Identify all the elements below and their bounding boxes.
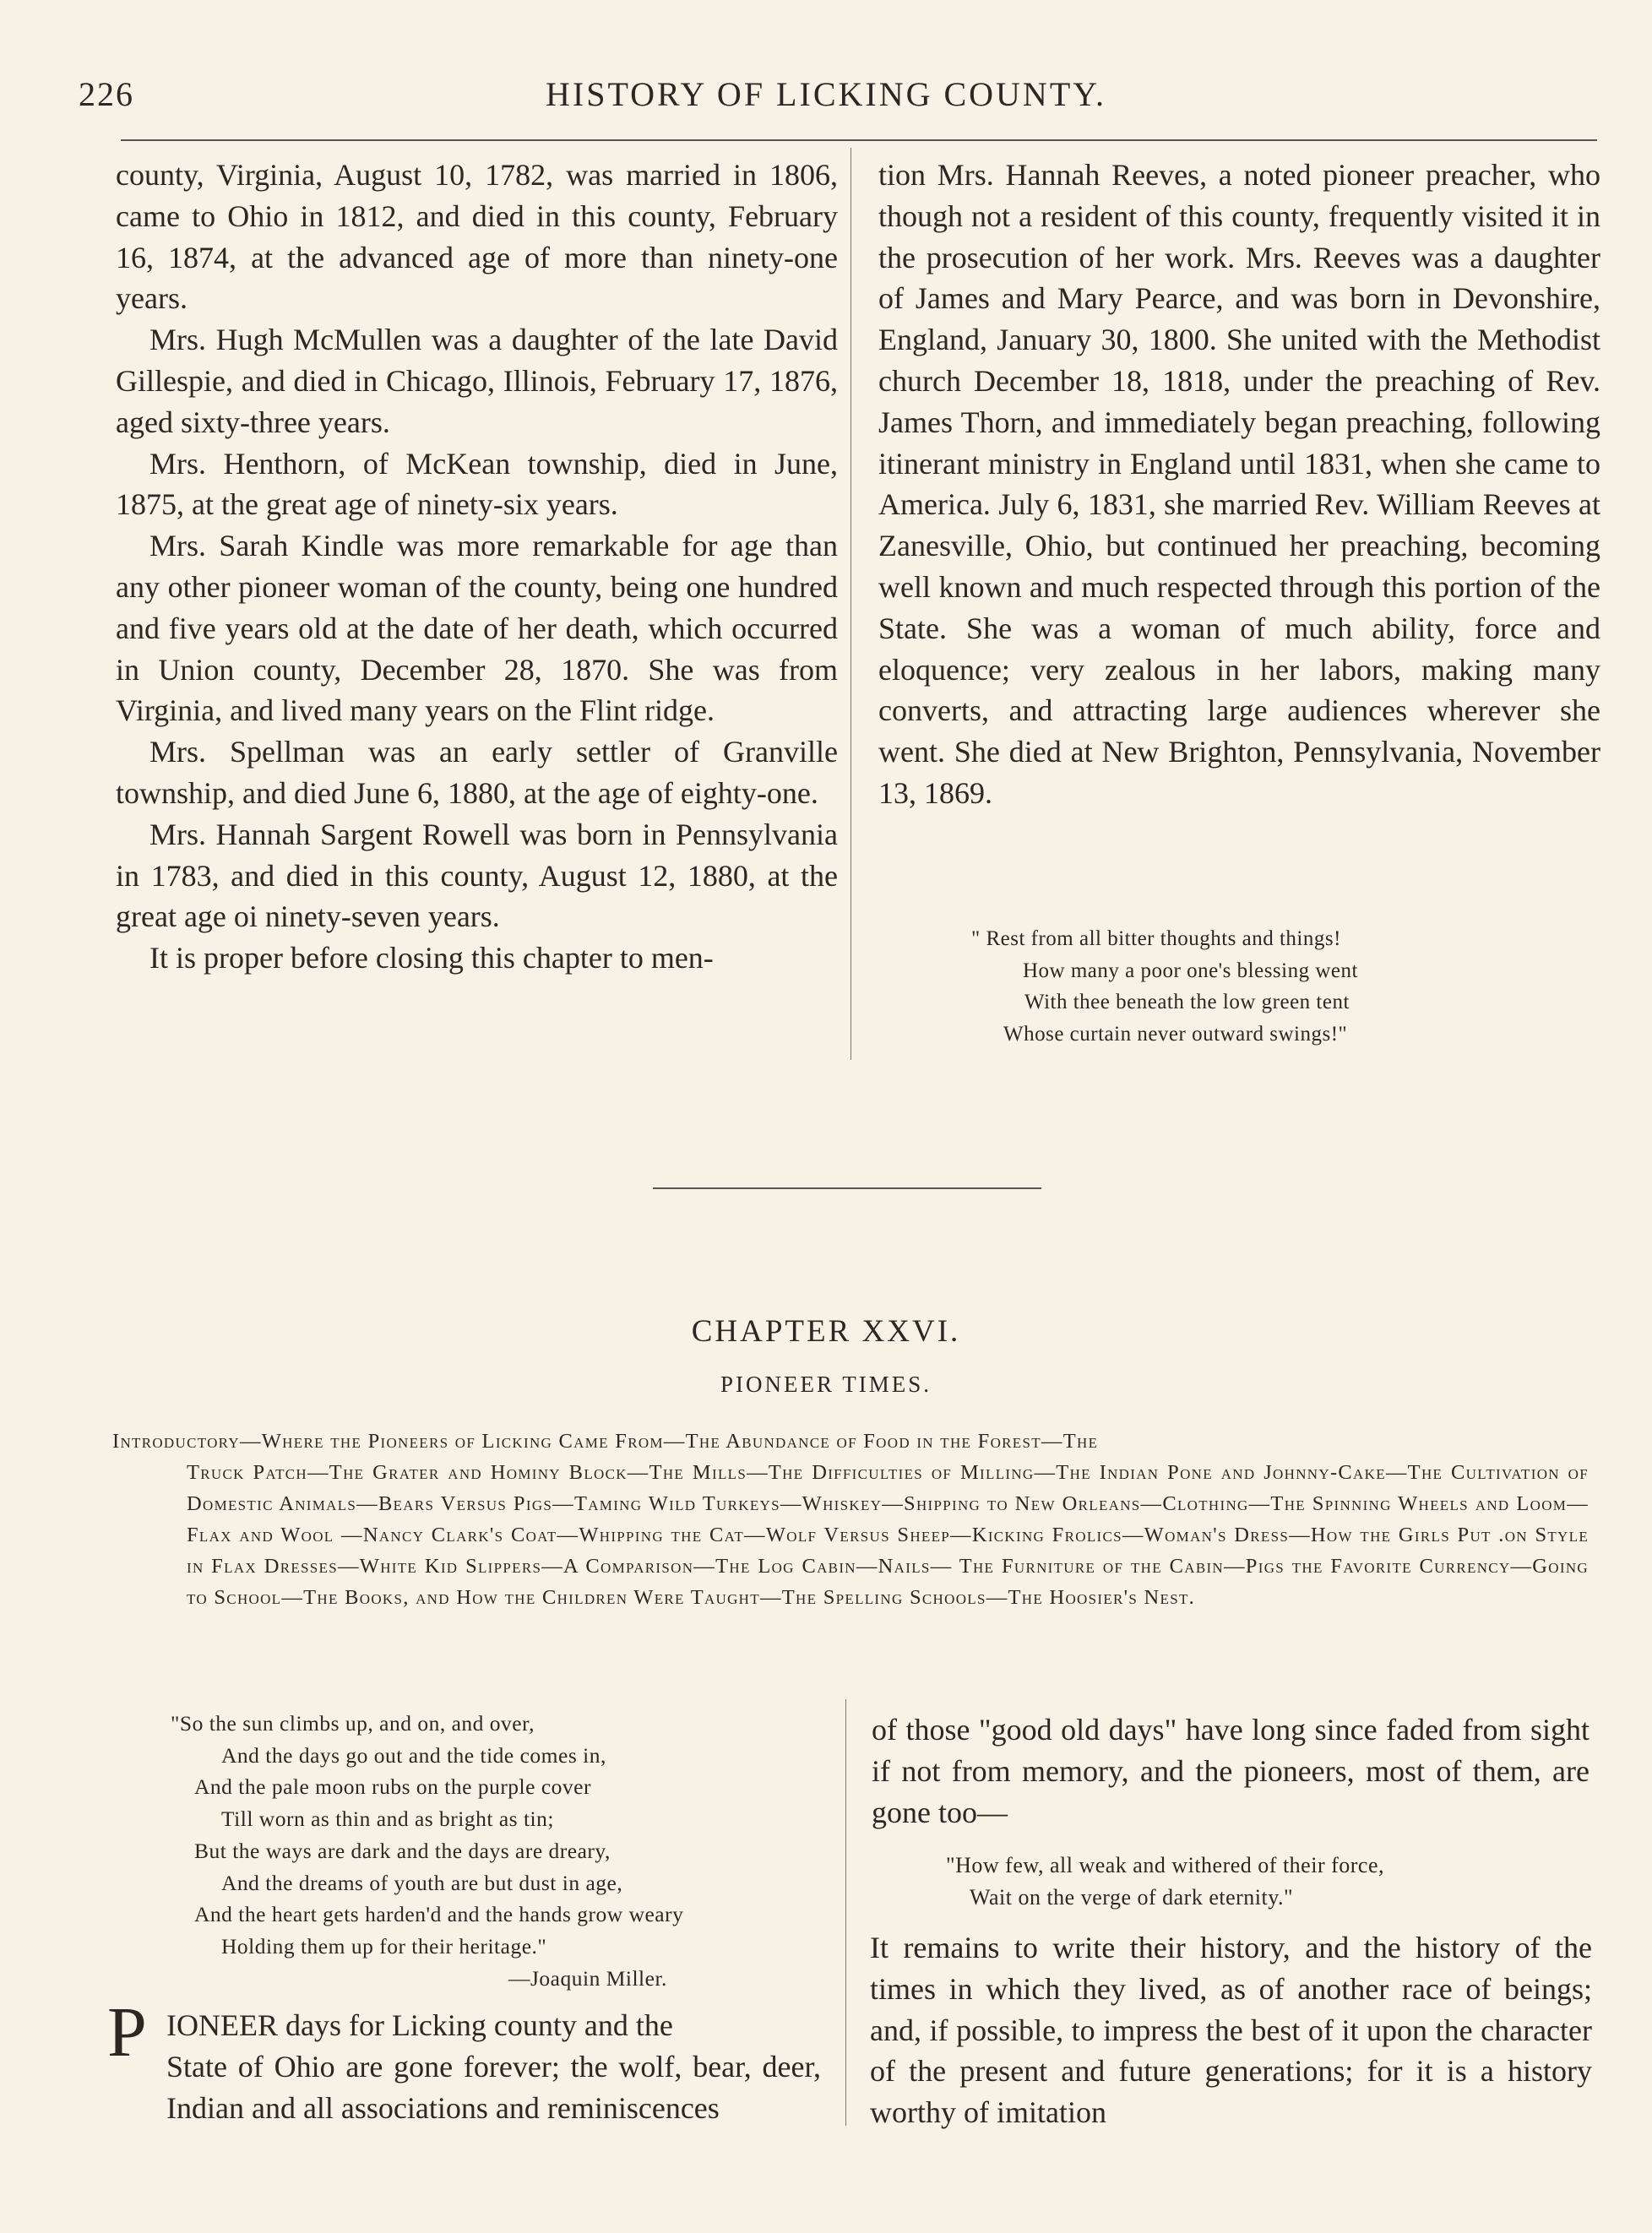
poem-line: How many a poor one's blessing went — [1023, 959, 1358, 982]
column-divider-bottom — [845, 1699, 846, 2126]
paragraph: tion Mrs. Hannah Reeves, a noted pioneer preacher, who though not a resident of this county, frequently visited it in the prosecution of her work. Mrs. Reeves was a daughter of James and Mary Pearce, and was born in Devonshire, England, January 30, 1800. She united with the Methodist church December 18, 1818, under the preaching of Rev. James Thorn, and immediately began preaching, following itinerant ministry in England until 1831, when she came to America. July 6, 1831, she married Rev. William Reeves at Zanesville, Ohio, but continued her preaching, becoming well known and much respected through this portion of the State. She was a woman of much ability, force and eloquence; very zealous in her labors, making many converts, and attracting large audiences wherever she went. She died at New Brighton, Pennsylvania, November 13, 1869. — [878, 158, 1600, 810]
poem-few — [946, 1850, 1384, 1913]
opening-rest: State of Ohio are gone forever; the wolf, bear, deer, Indian and all associations and reminiscences — [166, 2049, 821, 2125]
header-rule — [121, 139, 1597, 141]
poem-line: "How few, all weak and withered of their force, — [946, 1853, 1384, 1877]
poem-line: And the dreams of youth are but dust in age, — [221, 1870, 623, 1895]
opening-paragraph — [107, 2005, 821, 2128]
drop-cap: P — [107, 1993, 147, 2072]
paragraph: It is proper before closing this chapter to men- — [149, 941, 714, 975]
running-title: HISTORY OF LICKING COUNTY. — [546, 75, 1106, 113]
column-divider-top — [850, 148, 851, 1060]
paragraph: It remains to write their history, and the history of the times in which they lived, as of another race of beings; and, if possible, to impress the best of it upon the character of the present and future generations; for it is a history worthy of imitation — [870, 1931, 1592, 2130]
synopsis-first-line: Introductory—Where the Pioneers of Licking Came From—The Abundance of Food in the Forest—The — [112, 1430, 1099, 1453]
poem-line: Holding them up for their heritage." — [221, 1933, 547, 1959]
poem-line: Whose curtain never outward swings!" — [1003, 1022, 1348, 1046]
poem-attribution: —Joaquin Miller. — [508, 1965, 667, 1991]
poem-line: "So the sun climbs up, and on, and over, — [171, 1711, 535, 1736]
paragraph: of those "good old days" have long since faded from sight if not from memory, and the pioneers, most of them, are gone too— — [872, 1713, 1590, 1829]
paragraph: Mrs. Henthorn, of McKean township, died in June, 1875, at the great age of ninety-six years. — [116, 446, 838, 522]
chapter-synopsis — [112, 1426, 1589, 1613]
poem-line: But the ways are dark and the days are dreary, — [194, 1838, 611, 1863]
poem-line: And the days go out and the tide comes in, — [221, 1742, 606, 1768]
poem-line: And the heart gets harden'd and the hands grow weary — [194, 1902, 684, 1927]
paragraph: Mrs. Hannah Sargent Rowell was born in Pennsylvania in 1783, and died in this county, August 12, 1880, at the great age oi ninety-seven years. — [116, 817, 838, 934]
right-column-bottom-continued — [870, 1927, 1592, 2133]
poem-line: Wait on the verge of dark eternity." — [970, 1884, 1294, 1910]
paragraph: Mrs. Spellman was an early settler of Granville township, and died June 6, 1880, at the age of eighty-one. — [116, 735, 838, 810]
right-column-bottom — [872, 1709, 1590, 1833]
paragraph: Mrs. Sarah Kindle was more remarkable for age than any other pioneer woman of the county, being one hundred and five years old at the date of her death, which occurred in Union county, December 28, 1870. She was from Virginia, and lived many years on the Flint ridge. — [116, 529, 838, 728]
opening-second-line — [107, 2046, 821, 2129]
poem-miller — [171, 1708, 683, 1994]
poem-reeves — [971, 923, 1358, 1050]
page-number: 226 — [79, 75, 134, 113]
opening-first-line: IONEER days for Licking county and the — [166, 2008, 673, 2042]
poem-line: And the pale moon rubs on the purple cover — [194, 1774, 591, 1800]
right-column-top — [878, 155, 1600, 814]
synopsis-continuation: Truck Patch—The Grater and Hominy Block—The Mills—The Difficulties of Milling—The Indian Pone and Johnny-Cake—The Cultivation of Domestic Animals—Bears Versus Pigs—Taming Wild Turkeys—Whiskey—Shipping to New Orleans—Clothing—The Spinning Wheels and Loom—Flax and Wool —Nancy Clark's Coat—Whipping the Cat—Wolf Versus Sheep—Kicking Frolics—Woman's Dress—How the Girls Put .on Style in Flax Dresses—White Kid Slippers—A Comparison—The Log Cabin—Nails— The Furniture of the Cabin—Pigs the Favorite Currency—Going to School—The Books, and How the Children Were Taught—The Spelling Schools—The Hoosier's Nest. — [187, 1461, 1589, 1609]
chapter-rule — [653, 1187, 1041, 1189]
chapter-subheading: PIONEER TIMES. — [720, 1372, 932, 1397]
paragraph: Mrs. Hugh McMullen was a daughter of the late David Gillespie, and died in Chicago, Illinois, February 17, 1876, aged sixty-three years. — [116, 323, 838, 439]
poem-line: With thee beneath the low green tent — [1024, 991, 1350, 1014]
left-column-top — [116, 155, 838, 979]
chapter-heading: CHAPTER XXVI. — [691, 1314, 961, 1349]
poem-line: Till worn as thin and as bright as tin; — [221, 1807, 554, 1832]
paragraph: county, Virginia, August 10, 1782, was married in 1806, came to Ohio in 1812, and died in this county, February 16, 1874, at the advanced age of more than ninety-one years. — [116, 158, 838, 316]
poem-line: " Rest from all bitter thoughts and things! — [971, 927, 1341, 950]
